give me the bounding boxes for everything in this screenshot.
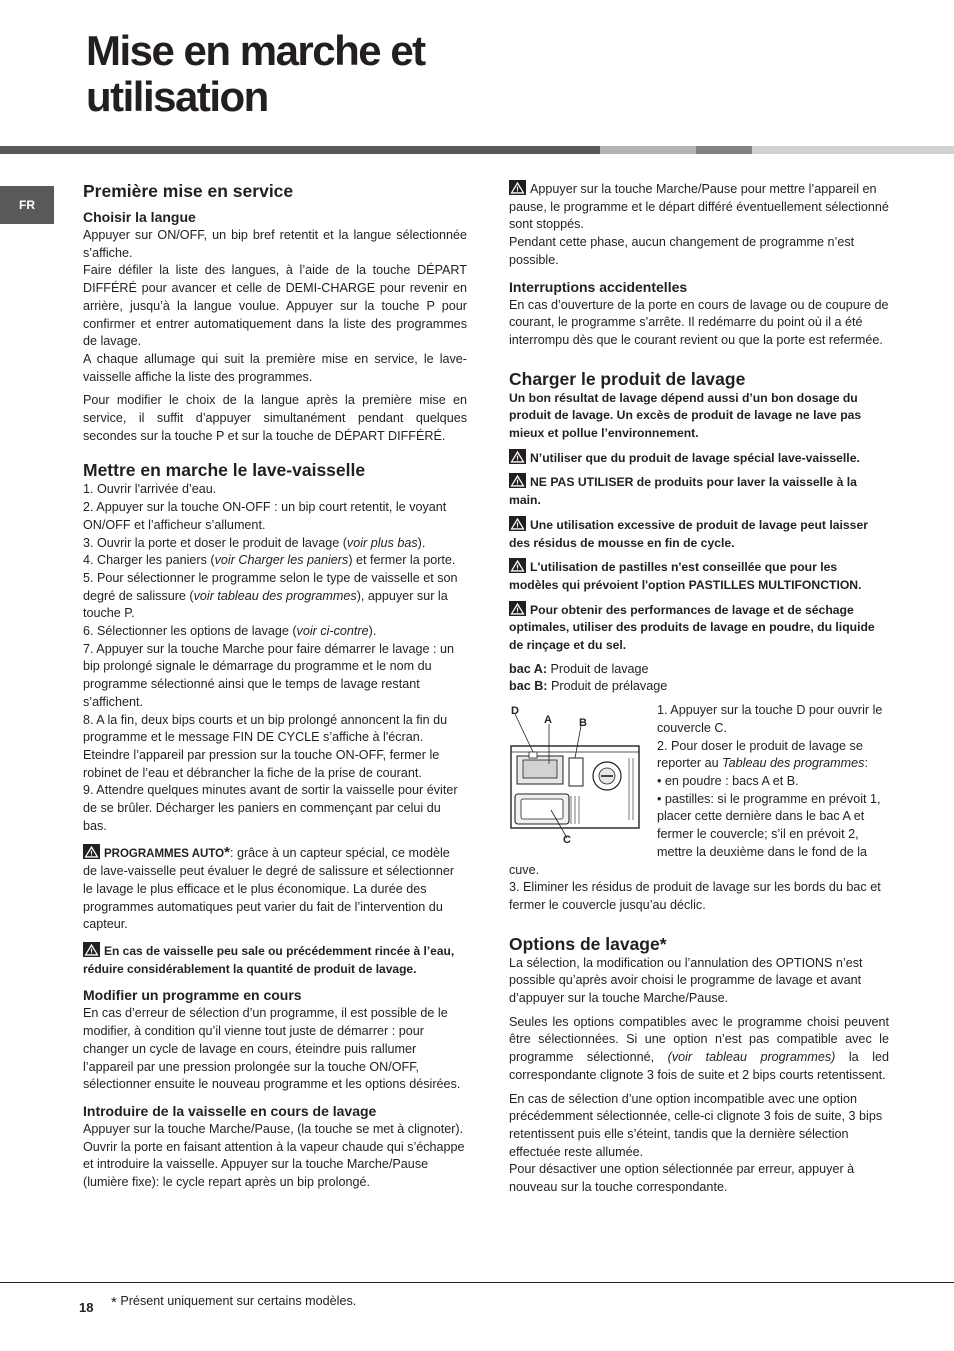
header-bar-light — [600, 146, 696, 154]
warning-note — [509, 558, 889, 594]
list-item — [83, 552, 467, 570]
step-1: 1. Appuyer sur la touche D pour ouvrir le couvercle C. — [657, 703, 883, 735]
paragraph: Faire défiler la liste des langues, à l’aide de la touche DÉPART DIFFÉRÉ pour avancer et celle de DEMI-CHARGE pour revenir en arrière, jusqu’à la langue voulue. Appuyer sur la touche P pour confirmer et entrer automatiquement dans la liste des programmes de lavage. — [83, 263, 467, 349]
paragraph: En cas de sélection d’une option incompatible avec une option précédemment sélectionnée, celle-ci clignote 3 fois de suite, 3 bips retentissent puis elle s’éteint, tandis que la dernière sélection effectuée reste allumée. — [509, 1091, 883, 1159]
detergent-intro: Un bon résultat de lavage dépend aussi d’un bon dosage du produit de lavage. Un excès de produit de lavage ne lave pas mieux et pollue l’environnement. — [509, 390, 862, 441]
list-item — [83, 535, 467, 553]
pause-note — [509, 180, 889, 234]
cross-reference: voir tableau des programmes — [193, 588, 357, 603]
text: 3. Ouvrir la porte et doser le produit de lavage ( — [83, 535, 347, 550]
warning-text: Une utilisation excessive de produit de lavage peut laisser des résidus de mousse en fin de cycle. — [509, 517, 868, 550]
step-3: 3. Eliminer les résidus de produit de lavage sur les bords du bac et fermer le couvercle jusqu’au déclic. — [509, 880, 881, 912]
warning-icon — [509, 601, 526, 616]
warning-text: N’utiliser que du produit de lavage spécial lave-vaisselle. — [530, 450, 860, 465]
text: 2. Pour doser le produit de lavage se reporter au — [657, 738, 863, 771]
warning-icon — [509, 473, 526, 488]
auto-programs-note — [83, 844, 467, 935]
compartment-b-label: bac B: — [509, 679, 548, 694]
figure-label-a: A — [544, 714, 552, 727]
warning-note — [509, 449, 889, 468]
header-bar-dark — [0, 146, 600, 154]
paragraph: Appuyer sur la touche Marche/Pause, (la touche se met à clignoter). Ouvrir la porte en faisant attention à la vapeur chaude qui s’échappe et introduire la vaisselle. Appuyer sur la touche Marche/Pause (lumière fixe): le cycle repart après un bip prolongé. — [83, 1121, 465, 1190]
text: 5. Pour sélectionner le programme selon le type de vaisselle et son degré de salissure ( — [83, 570, 458, 603]
list-item: 2. Appuyer sur la touche ON-OFF : un bip court retentit, le voyant ON/OFF et l’afficheur s’allument. — [83, 500, 447, 532]
list-item — [83, 570, 467, 623]
text: Seules les options compatibles avec le programme choisi peuvent être sélectionnées. Si une option n’est pas compatible avec le programme sélectionné, — [509, 1014, 889, 1065]
text: ), appuyer sur la touche P. — [83, 588, 448, 621]
asterisk: * — [111, 1294, 117, 1311]
figure-label-b: B — [579, 717, 587, 730]
header-bar-mid — [696, 146, 752, 154]
text: : — [864, 756, 868, 771]
warning-icon — [509, 449, 526, 464]
paragraph: En cas d’ouverture de la porte en cours de lavage ou de coupure de courant, le programme s’arrête. Il redémarre du point où il a été interrompu dès que le courant revient ou que la porte est refermée. — [509, 297, 889, 347]
page-title-line1: Mise en marche et — [86, 27, 425, 74]
warning-text: L'utilisation de pastilles n'est conseillée que pour les modèles qui prévoient l'option PASTILLES MULTIFONCTION. — [509, 560, 862, 592]
warning-icon — [509, 180, 526, 195]
list-item — [83, 623, 467, 641]
bullet-powder: • en poudre : bacs A et B. — [657, 773, 799, 788]
asterisk: * — [224, 843, 230, 861]
subtitle-interruptions: Interruptions accidentelles — [509, 278, 688, 295]
paragraph: Pendant cette phase, aucun changement de programme n’est possible. — [509, 235, 855, 267]
footer-rule — [0, 1282, 954, 1283]
paragraph — [509, 1014, 889, 1085]
cross-reference: Tableau des programmes — [722, 756, 865, 771]
page-title-line2: utilisation — [86, 73, 268, 120]
detergent-dispenser-diagram — [509, 702, 649, 844]
paragraph: En cas d’erreur de sélection d’un programme, il est possible de le modifier, à condition qu’il vienne tout juste de démarrer : pour changer un cycle de lavage en cours, éteindre puis rallumer l’appareil par une pression prolongée sur la touche ON/OFF, sélectionner ensuite le nouveau programme et les options désirées. — [83, 1006, 461, 1092]
dispenser-block — [509, 702, 889, 914]
warning-note — [509, 473, 889, 509]
list-item: 7. Appuyer sur la touche Marche pour faire démarrer le lavage : un bip prolongé signale le démarrage du programme et le nom du programme sélectionné ainsi que le temps de lavage restant s’affichent. — [83, 641, 455, 709]
warning-note — [509, 516, 889, 552]
list-item: 8. A la fin, deux bips courts et un bip prolongé annoncent la fin du programme et le message FIN DE CYCLE s’affiche à l'écran. Eteindre l’appareil par pression sur la touche ON-OFF, fermer le robinet de l’eau et débrancher la fiche de la prise de courant. — [83, 712, 448, 780]
text: ). — [417, 535, 426, 550]
subtitle-modify-program: Modifier un programme en cours — [83, 987, 302, 1004]
page-number: 18 — [79, 1300, 94, 1315]
warning-text: En cas de vaisselle peu sale ou précédemment rincée à l’eau, réduire considérablement la quantité de produit de lavage. — [83, 944, 455, 976]
warning-text: Pour obtenir des performances de lavage et de séchage optimales, utiliser des produits de lavage en poudre, du liquide de rinçage et du sel. — [509, 602, 875, 653]
warning-icon — [83, 844, 100, 859]
compartment-b-text: Produit de prélavage — [547, 679, 668, 694]
text: 6. Sélectionner les options de lavage ( — [83, 624, 297, 639]
warning-note — [83, 942, 467, 978]
page-title — [86, 28, 425, 120]
warning-note — [509, 601, 889, 655]
warning-icon — [509, 558, 526, 573]
cross-reference: (voir tableau programmes) — [667, 1050, 836, 1065]
section-title-start: Mettre en marche le lave-vaisselle — [83, 460, 366, 481]
footnote — [111, 1294, 356, 1311]
subtitle-add-dishes: Introduire de la vaisselle en cours de lavage — [83, 1102, 377, 1119]
warning-icon — [509, 516, 526, 531]
paragraph: Pour désactiver une option sélectionnée par erreur, appuyer à nouveau sur la touche correspondante. — [509, 1162, 855, 1195]
warning-icon — [83, 942, 100, 957]
text: ) et fermer la porte. — [348, 553, 456, 568]
text: : grâce à un capteur spécial, ce modèle de lave-vaisselle peut évaluer le degré de salissure et sélectionner le lavage le plus efficace et le plus économique. La durée des programmes automatiques peut varier du fait de l’intervention du capteur. — [83, 845, 455, 932]
paragraph: Pour modifier le choix de la langue après la première mise en service, il suffit d’appuyer simultanément pendant quelques secondes sur la touche P et sur la touche de DÉPART DIFFÉRÉ. — [83, 393, 467, 443]
paragraph: Appuyer sur ON/OFF, un bip bref retentit et la langue sélectionnée s’affiche. — [83, 228, 467, 260]
compartment-b — [509, 678, 889, 696]
figure-label-d: D — [511, 705, 519, 718]
figure-label-c: C — [563, 834, 571, 845]
footnote-text: Présent uniquement sur certains modèles. — [116, 1294, 357, 1308]
section-title-options: Options de lavage* — [509, 933, 667, 954]
text: Appuyer sur la touche Marche/Pause pour mettre l’appareil en pause, le programme et le départ différé éventuellement sélectionné sont stoppés. — [509, 182, 889, 232]
cross-reference: voir plus bas — [346, 535, 418, 550]
header-bar-pale — [752, 146, 954, 154]
bullet-tablets: • pastilles: si le programme en prévoit 1, placer cette dernière dans le bac A et fermer le couvercle; s’il en prévoit 2, mettre la deuxième dans le fond de la cuve. — [509, 791, 881, 877]
auto-programs-label: PROGRAMMES AUTO — [104, 847, 225, 860]
left-column — [83, 180, 467, 1192]
paragraph: La sélection, la modification ou l’annulation des OPTIONS n’est possible qu’après avoir choisi le programme de lavage et avant d’appuyer sur la touche Marche/Pause. — [509, 955, 863, 1006]
cross-reference: voir ci-contre — [296, 624, 369, 639]
text: ). — [368, 624, 377, 639]
list-item: 9. Attendre quelques minutes avant de sortir la vaisselle pour éviter de se brûler. Décharger les paniers en commençant par celui du bas. — [83, 783, 458, 833]
section-title-first-use: Première mise en service — [83, 181, 294, 201]
warning-text: NE PAS UTILISER de produits pour laver la vaisselle à la main. — [509, 475, 857, 508]
section-title-detergent: Charger le produit de lavage — [509, 368, 746, 389]
text: la led correspondante clignote 3 fois de suite et 2 bips courts retentissent. — [509, 1050, 889, 1082]
compartment-a — [509, 661, 889, 679]
language-tab: FR — [0, 186, 54, 224]
compartment-a-text: Produit de lavage — [547, 661, 649, 676]
text: 4. Charger les paniers ( — [83, 553, 215, 568]
list-item: 1. Ouvrir l'arrivée d’eau. — [83, 482, 217, 497]
paragraph: A chaque allumage qui suit la première mise en service, le lave-vaisselle affiche la liste des programmes. — [83, 351, 467, 384]
compartment-a-label: bac A: — [509, 661, 548, 676]
cross-reference: voir Charger les paniers — [214, 553, 349, 568]
subtitle-choose-language: Choisir la langue — [83, 209, 196, 225]
right-column — [509, 180, 889, 1197]
